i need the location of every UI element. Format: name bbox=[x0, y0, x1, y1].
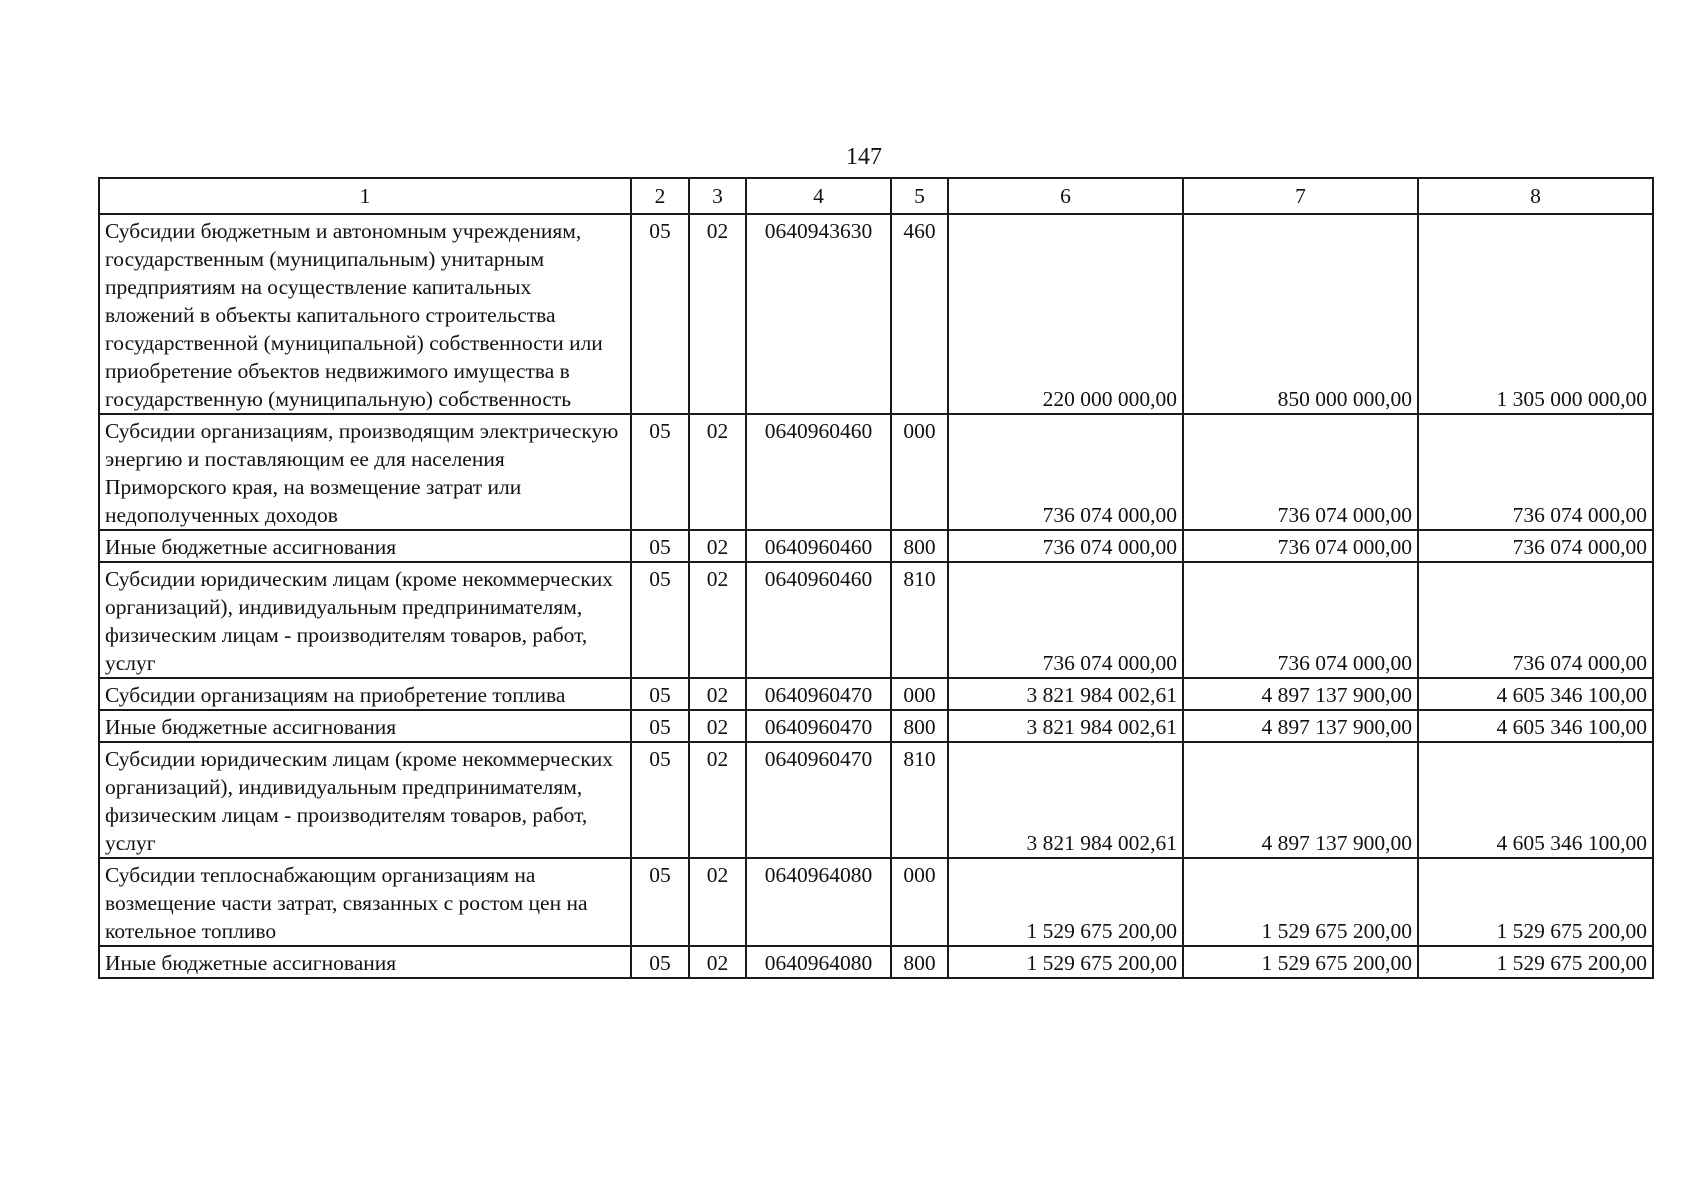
amount-col-7: 736 074 000,00 bbox=[1183, 414, 1418, 530]
target-article-code: 0640964080 bbox=[746, 946, 891, 978]
section-code: 05 bbox=[631, 562, 689, 678]
amount-col-6: 1 529 675 200,00 bbox=[948, 946, 1183, 978]
page-number: 147 bbox=[846, 144, 882, 170]
table-row bbox=[99, 858, 1653, 946]
amount-col-6: 736 074 000,00 bbox=[948, 562, 1183, 678]
target-article-code: 0640960470 bbox=[746, 710, 891, 742]
expense-type-code: 460 bbox=[891, 214, 948, 414]
expense-type-code: 000 bbox=[891, 678, 948, 710]
amount-col-6: 736 074 000,00 bbox=[948, 530, 1183, 562]
subsection-code: 02 bbox=[689, 946, 746, 978]
amount-col-7: 4 897 137 900,00 bbox=[1183, 710, 1418, 742]
section-code: 05 bbox=[631, 946, 689, 978]
target-article-code: 0640960460 bbox=[746, 562, 891, 678]
column-header: 5 bbox=[891, 178, 948, 214]
table-row bbox=[99, 214, 1653, 414]
amount-col-8: 736 074 000,00 bbox=[1418, 414, 1653, 530]
subsection-code: 02 bbox=[689, 858, 746, 946]
subsection-code: 02 bbox=[689, 414, 746, 530]
target-article-code: 0640964080 bbox=[746, 858, 891, 946]
target-article-code: 0640960470 bbox=[746, 742, 891, 858]
amount-col-8: 4 605 346 100,00 bbox=[1418, 742, 1653, 858]
column-header: 1 bbox=[99, 178, 631, 214]
row-name: Иные бюджетные ассигнования bbox=[99, 946, 631, 978]
amount-col-6: 220 000 000,00 bbox=[948, 214, 1183, 414]
section-code: 05 bbox=[631, 530, 689, 562]
table-row bbox=[99, 946, 1653, 978]
budget-table bbox=[98, 177, 1654, 979]
amount-col-6: 3 821 984 002,61 bbox=[948, 710, 1183, 742]
amount-col-8: 1 529 675 200,00 bbox=[1418, 946, 1653, 978]
table-header-row bbox=[99, 178, 1653, 214]
target-article-code: 0640960470 bbox=[746, 678, 891, 710]
row-name: Субсидии организациям, производящим электрическую энергию и поставляющим ее для населения Приморского края, на возмещение затрат или недополученных доходов bbox=[99, 414, 631, 530]
amount-col-6: 736 074 000,00 bbox=[948, 414, 1183, 530]
amount-col-7: 1 529 675 200,00 bbox=[1183, 946, 1418, 978]
row-name: Иные бюджетные ассигнования bbox=[99, 530, 631, 562]
amount-col-7: 736 074 000,00 bbox=[1183, 562, 1418, 678]
target-article-code: 0640943630 bbox=[746, 214, 891, 414]
amount-col-8: 1 529 675 200,00 bbox=[1418, 858, 1653, 946]
section-code: 05 bbox=[631, 710, 689, 742]
table-row bbox=[99, 710, 1653, 742]
amount-col-8: 4 605 346 100,00 bbox=[1418, 710, 1653, 742]
table-row bbox=[99, 530, 1653, 562]
row-name: Субсидии юридическим лицам (кроме некоммерческих организаций), индивидуальным предпринимателям, физическим лицам - производителям товаров, работ, услуг bbox=[99, 562, 631, 678]
amount-col-7: 4 897 137 900,00 bbox=[1183, 742, 1418, 858]
row-name: Субсидии бюджетным и автономным учреждениям, государственным (муниципальным) унитарным предприятиям на осуществление капитальных вложений в объекты капитального строительства государственной (муниципальной) собственности или приобретение объектов недвижимого имущества в государственную (муниципальную) собственность bbox=[99, 214, 631, 414]
subsection-code: 02 bbox=[689, 710, 746, 742]
expense-type-code: 000 bbox=[891, 858, 948, 946]
row-name: Иные бюджетные ассигнования bbox=[99, 710, 631, 742]
section-code: 05 bbox=[631, 742, 689, 858]
amount-col-8: 736 074 000,00 bbox=[1418, 530, 1653, 562]
amount-col-8: 736 074 000,00 bbox=[1418, 562, 1653, 678]
column-header: 3 bbox=[689, 178, 746, 214]
amount-col-8: 4 605 346 100,00 bbox=[1418, 678, 1653, 710]
expense-type-code: 800 bbox=[891, 946, 948, 978]
table-row bbox=[99, 678, 1653, 710]
amount-col-6: 3 821 984 002,61 bbox=[948, 678, 1183, 710]
target-article-code: 0640960460 bbox=[746, 414, 891, 530]
table-row bbox=[99, 562, 1653, 678]
amount-col-6: 3 821 984 002,61 bbox=[948, 742, 1183, 858]
expense-type-code: 800 bbox=[891, 530, 948, 562]
column-header: 2 bbox=[631, 178, 689, 214]
subsection-code: 02 bbox=[689, 530, 746, 562]
expense-type-code: 810 bbox=[891, 742, 948, 858]
section-code: 05 bbox=[631, 214, 689, 414]
expense-type-code: 800 bbox=[891, 710, 948, 742]
subsection-code: 02 bbox=[689, 742, 746, 858]
column-header: 4 bbox=[746, 178, 891, 214]
column-header: 6 bbox=[948, 178, 1183, 214]
expense-type-code: 810 bbox=[891, 562, 948, 678]
subsection-code: 02 bbox=[689, 214, 746, 414]
table-row bbox=[99, 742, 1653, 858]
section-code: 05 bbox=[631, 858, 689, 946]
row-name: Субсидии организациям на приобретение топлива bbox=[99, 678, 631, 710]
row-name: Субсидии теплоснабжающим организациям на возмещение части затрат, связанных с ростом цен на котельное топливо bbox=[99, 858, 631, 946]
amount-col-7: 1 529 675 200,00 bbox=[1183, 858, 1418, 946]
amount-col-7: 736 074 000,00 bbox=[1183, 530, 1418, 562]
expense-type-code: 000 bbox=[891, 414, 948, 530]
amount-col-8: 1 305 000 000,00 bbox=[1418, 214, 1653, 414]
amount-col-7: 4 897 137 900,00 bbox=[1183, 678, 1418, 710]
column-header: 8 bbox=[1418, 178, 1653, 214]
section-code: 05 bbox=[631, 414, 689, 530]
amount-col-7: 850 000 000,00 bbox=[1183, 214, 1418, 414]
amount-col-6: 1 529 675 200,00 bbox=[948, 858, 1183, 946]
subsection-code: 02 bbox=[689, 562, 746, 678]
row-name: Субсидии юридическим лицам (кроме некоммерческих организаций), индивидуальным предпринимателям, физическим лицам - производителям товаров, работ, услуг bbox=[99, 742, 631, 858]
target-article-code: 0640960460 bbox=[746, 530, 891, 562]
table-row bbox=[99, 414, 1653, 530]
section-code: 05 bbox=[631, 678, 689, 710]
subsection-code: 02 bbox=[689, 678, 746, 710]
column-header: 7 bbox=[1183, 178, 1418, 214]
